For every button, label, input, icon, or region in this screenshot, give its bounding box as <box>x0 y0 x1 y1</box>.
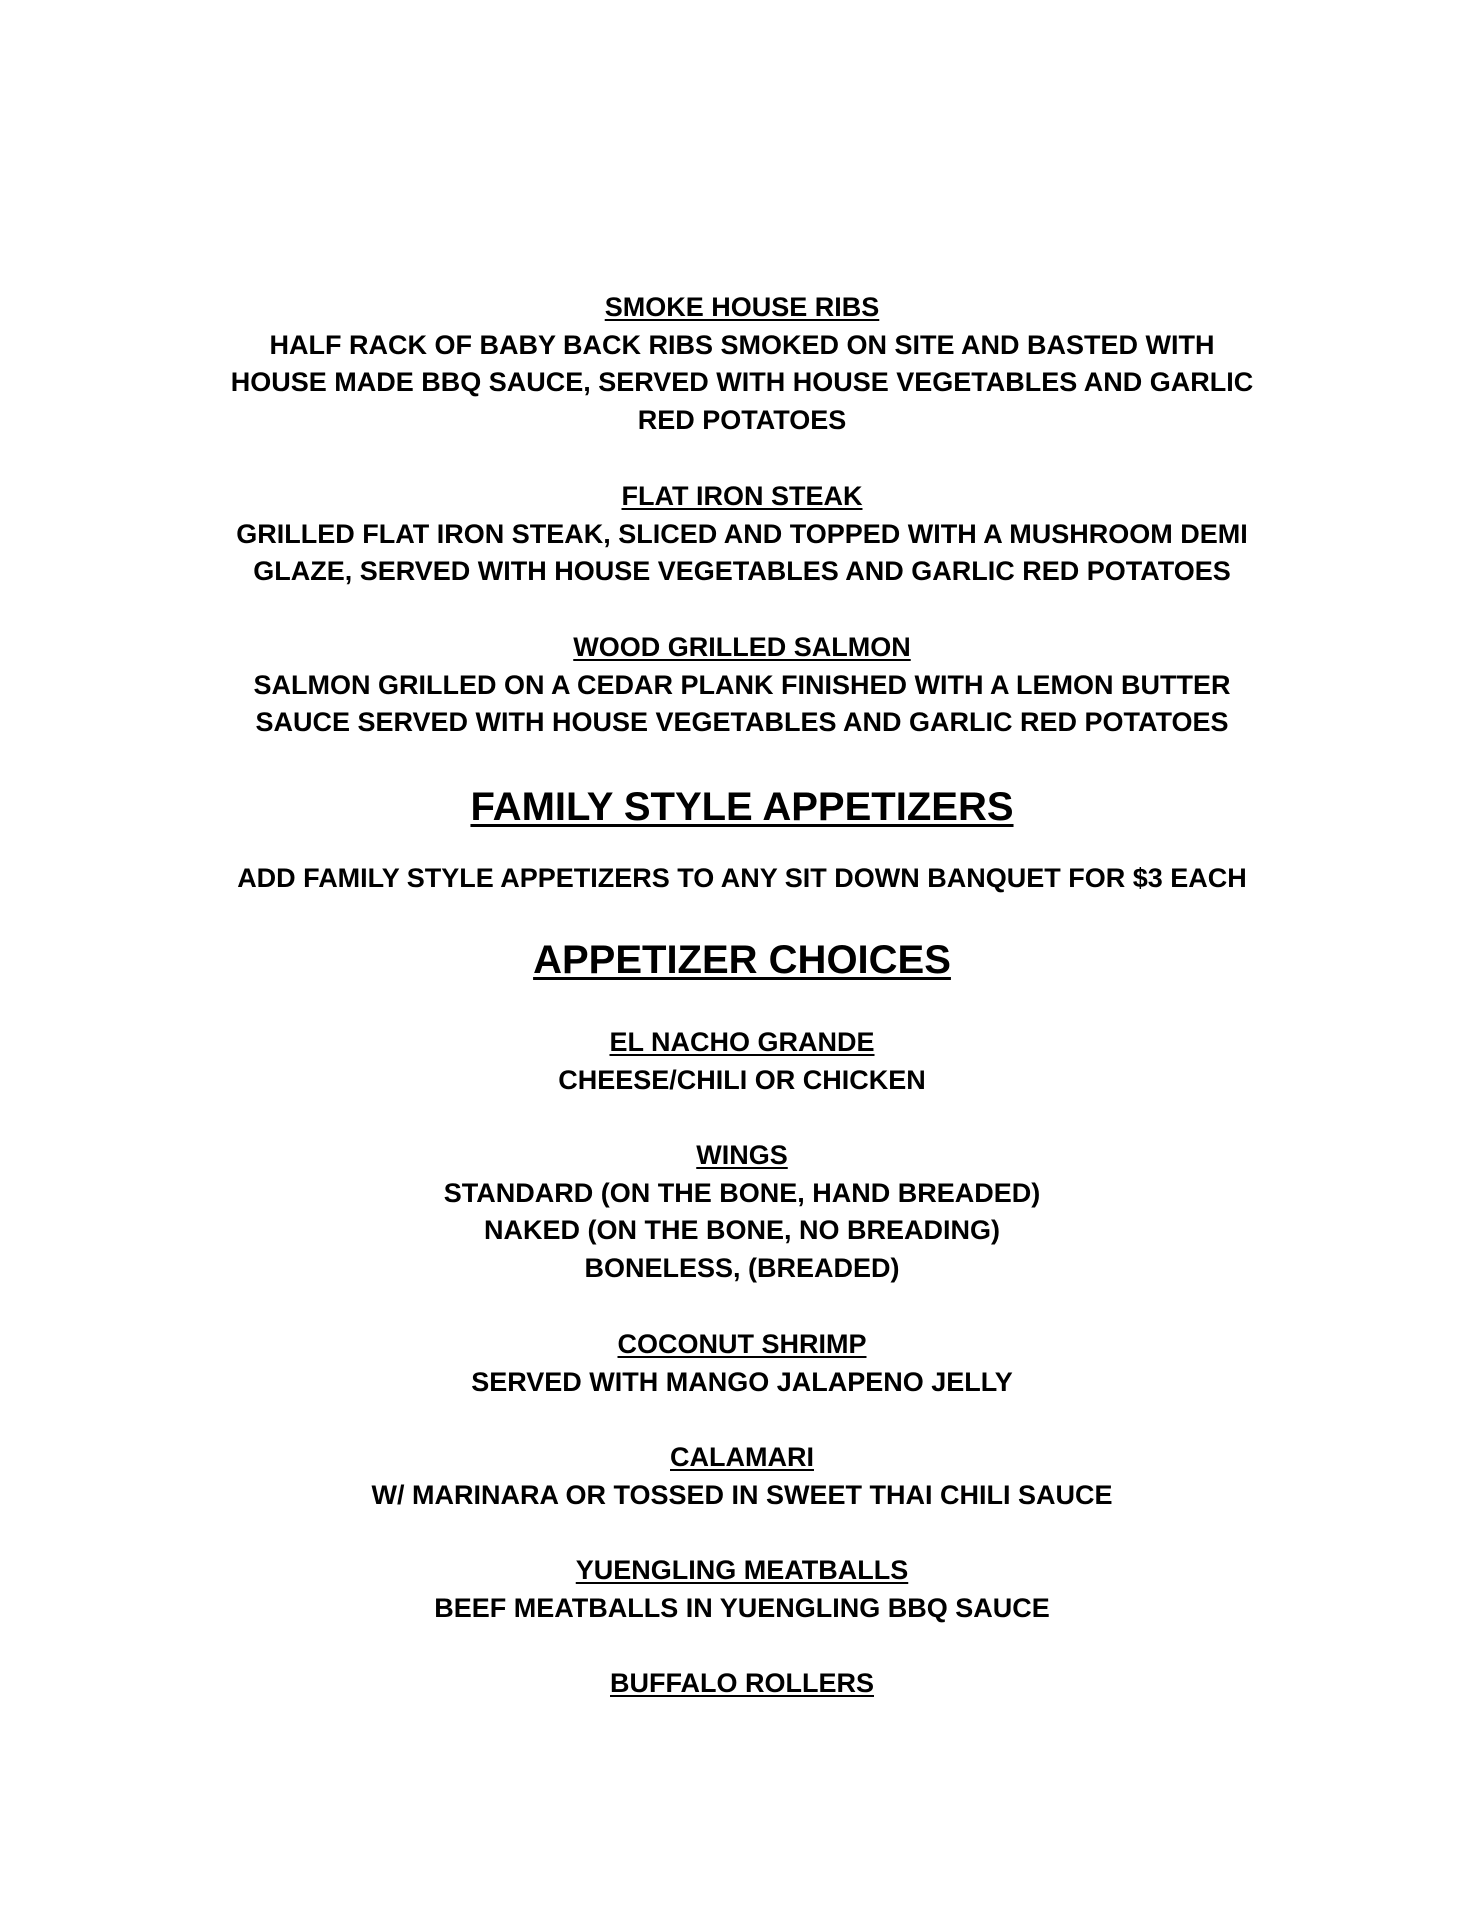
menu-item-title-smoke-house-ribs: SMOKE HOUSE RIBS <box>604 292 880 322</box>
appetizer-description-line: SERVED WITH MANGO JALAPENO JELLY <box>471 1367 1013 1397</box>
menu-item-description-line: HOUSE MADE BBQ SAUCE, SERVED WITH HOUSE VEGETABLES AND GARLIC <box>230 367 1254 397</box>
appetizer-description-line: NAKED (ON THE BONE, NO BREADING) <box>483 1215 1000 1245</box>
appetizer-title-calamari: CALAMARI <box>670 1442 814 1472</box>
appetizer-description-line: BONELESS, (BREADED) <box>584 1253 900 1283</box>
appetizer-description-line: CHEESE/CHILI OR CHICKEN <box>558 1065 926 1095</box>
appetizer-description-line: W/ MARINARA OR TOSSED IN SWEET THAI CHILI SAUCE <box>371 1480 1113 1510</box>
menu-item-description-line: GRILLED FLAT IRON STEAK, SLICED AND TOPPED WITH A MUSHROOM DEMI <box>236 519 1248 549</box>
appetizer-description-line: STANDARD (ON THE BONE, HAND BREADED) <box>443 1178 1041 1208</box>
menu-item-description-line: HALF RACK OF BABY BACK RIBS SMOKED ON SITE AND BASTED WITH <box>269 330 1215 360</box>
menu-item-title-wood-grilled-salmon: WOOD GRILLED SALMON <box>573 632 911 662</box>
menu-item-title-flat-iron-steak: FLAT IRON STEAK <box>621 481 863 511</box>
appetizer-description-line: BEEF MEATBALLS IN YUENGLING BBQ SAUCE <box>434 1593 1050 1623</box>
menu-item-description-line: SALMON GRILLED ON A CEDAR PLANK FINISHED WITH A LEMON BUTTER <box>253 670 1231 700</box>
appetizer-title-el-nacho-grande: EL NACHO GRANDE <box>609 1027 875 1057</box>
appetizer-title-coconut-shrimp: COCONUT SHRIMP <box>617 1329 867 1359</box>
appetizer-title-buffalo-rollers: BUFFALO ROLLERS <box>610 1668 874 1698</box>
appetizer-title-wings: WINGS <box>696 1140 788 1170</box>
menu-item-description-line: SAUCE SERVED WITH HOUSE VEGETABLES AND GARLIC RED POTATOES <box>255 707 1229 737</box>
section-title-appetizer-choices: APPETIZER CHOICES <box>533 938 951 982</box>
menu-item-description-line: GLAZE, SERVED WITH HOUSE VEGETABLES AND GARLIC RED POTATOES <box>253 556 1231 586</box>
family-style-note: ADD FAMILY STYLE APPETIZERS TO ANY SIT DOWN BANQUET FOR $3 EACH <box>237 863 1247 893</box>
menu-item-description-line: RED POTATOES <box>637 405 847 435</box>
section-title-family-style-appetizers: FAMILY STYLE APPETIZERS <box>470 785 1014 829</box>
appetizer-title-yuengling-meatballs: YUENGLING MEATBALLS <box>575 1555 909 1585</box>
